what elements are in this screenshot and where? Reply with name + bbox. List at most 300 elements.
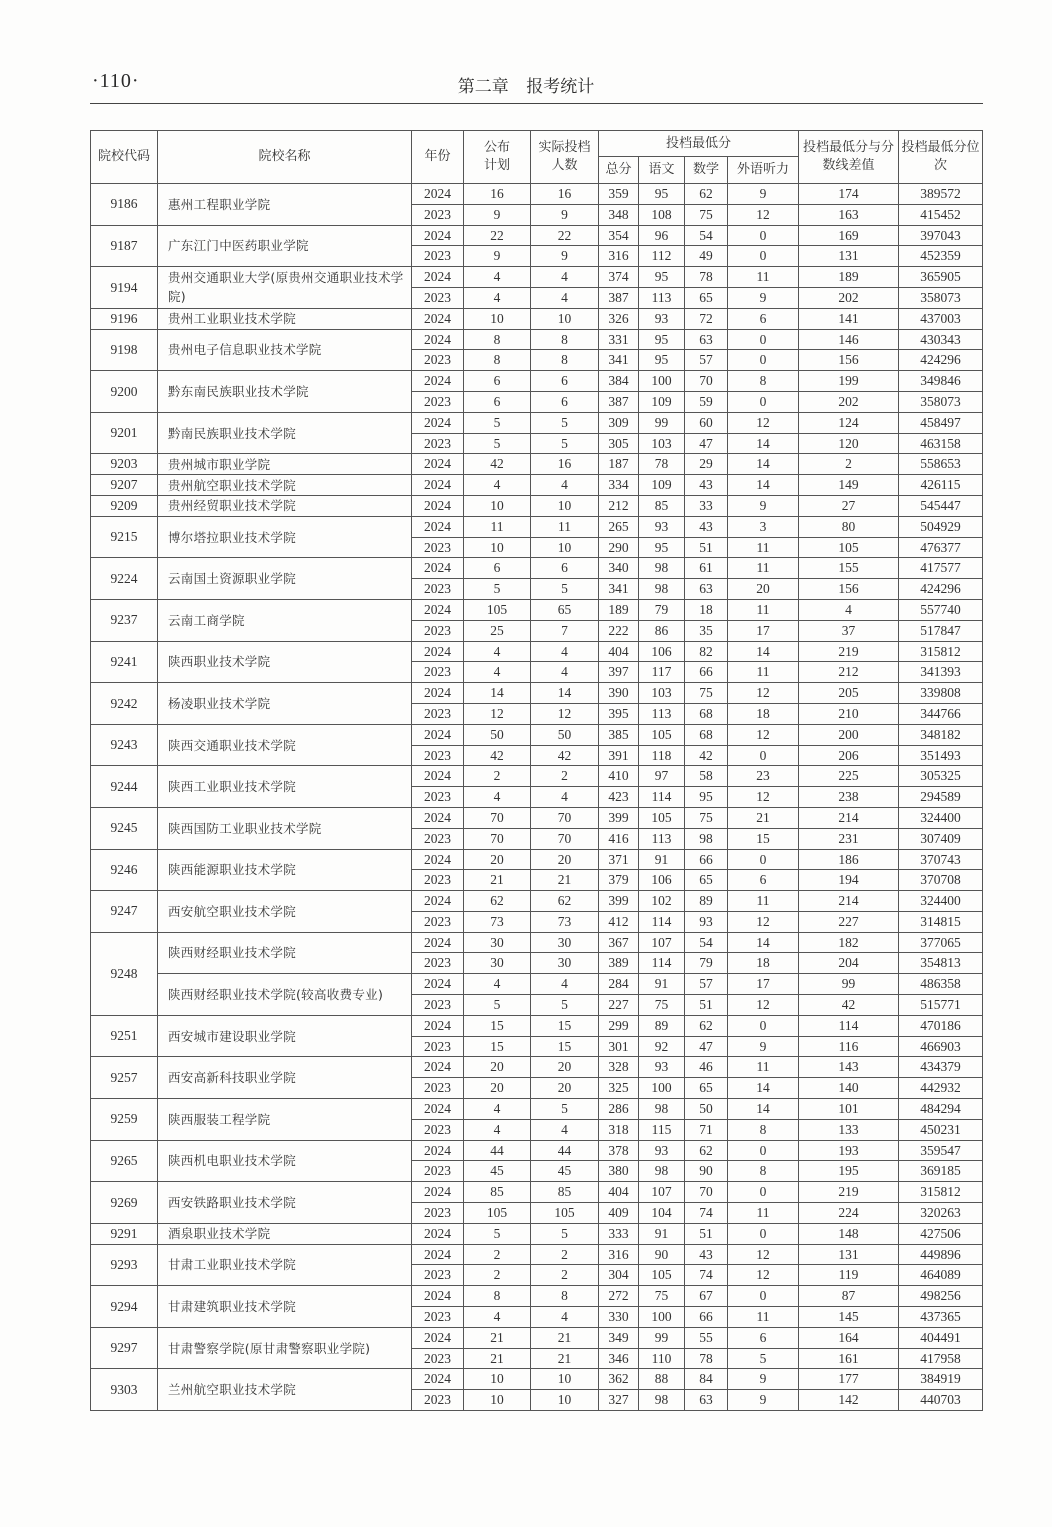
- cell-math: 51: [685, 995, 728, 1016]
- cell-plan: 4: [464, 1307, 531, 1328]
- cell-plan: 85: [464, 1182, 531, 1203]
- page-number: ·110·: [92, 70, 140, 92]
- cell-plan: 10: [464, 1390, 531, 1411]
- cell-rank: 517847: [899, 620, 983, 641]
- table-row: [91, 558, 983, 579]
- cell-chinese: 112: [639, 246, 685, 267]
- cell-actual: 5: [531, 412, 599, 433]
- cell-year: 2023: [412, 1036, 464, 1057]
- cell-total: 325: [599, 1078, 639, 1099]
- col-min-score-group: 投档最低分: [599, 131, 799, 157]
- cell-listening: 12: [728, 1265, 799, 1286]
- cell-rank: 339808: [899, 683, 983, 704]
- col-math: 数学: [685, 157, 728, 184]
- cell-listening: 12: [728, 724, 799, 745]
- cell-listening: 14: [728, 1099, 799, 1120]
- cell-total: 362: [599, 1369, 639, 1390]
- cell-chinese: 106: [639, 870, 685, 891]
- cell-plan: 4: [464, 475, 531, 496]
- cell-listening: 12: [728, 787, 799, 808]
- cell-plan: 105: [464, 599, 531, 620]
- cell-diff: 155: [799, 558, 899, 579]
- table-row: [91, 849, 983, 870]
- cell-year: 2023: [412, 1161, 464, 1182]
- school-name: 黔东南民族职业技术学院: [158, 371, 412, 413]
- cell-actual: 8: [531, 350, 599, 371]
- cell-diff: 206: [799, 745, 899, 766]
- cell-plan: 16: [464, 184, 531, 205]
- cell-rank: 476377: [899, 537, 983, 558]
- cell-year: 2023: [412, 828, 464, 849]
- cell-listening: 11: [728, 599, 799, 620]
- cell-year: 2024: [412, 308, 464, 329]
- cell-listening: 9: [728, 495, 799, 516]
- cell-actual: 4: [531, 1307, 599, 1328]
- cell-math: 42: [685, 745, 728, 766]
- school-code: 9246: [91, 849, 158, 891]
- school-code: 9244: [91, 766, 158, 808]
- table-row: [91, 891, 983, 912]
- table-row: [91, 1015, 983, 1036]
- table-row: [91, 932, 983, 953]
- cell-plan: 42: [464, 454, 531, 475]
- cell-diff: 212: [799, 662, 899, 683]
- cell-total: 412: [599, 911, 639, 932]
- cell-math: 68: [685, 724, 728, 745]
- cell-actual: 12: [531, 703, 599, 724]
- cell-chinese: 79: [639, 599, 685, 620]
- cell-actual: 42: [531, 745, 599, 766]
- table-row: [91, 1244, 983, 1265]
- cell-actual: 5: [531, 1223, 599, 1244]
- table-row: [91, 1057, 983, 1078]
- cell-chinese: 95: [639, 537, 685, 558]
- cell-chinese: 91: [639, 974, 685, 995]
- school-name: 陕西财经职业技术学院: [158, 932, 412, 974]
- cell-plan: 20: [464, 1057, 531, 1078]
- cell-rank: 344766: [899, 703, 983, 724]
- cell-actual: 21: [531, 1327, 599, 1348]
- cell-rank: 307409: [899, 828, 983, 849]
- cell-actual: 4: [531, 287, 599, 308]
- cell-math: 65: [685, 1078, 728, 1099]
- cell-chinese: 93: [639, 308, 685, 329]
- school-code: 9209: [91, 495, 158, 516]
- cell-math: 72: [685, 308, 728, 329]
- table-row: [91, 516, 983, 537]
- cell-year: 2024: [412, 267, 464, 288]
- cell-listening: 9: [728, 184, 799, 205]
- cell-listening: 0: [728, 745, 799, 766]
- cell-diff: 202: [799, 391, 899, 412]
- cell-diff: 131: [799, 246, 899, 267]
- cell-chinese: 109: [639, 391, 685, 412]
- cell-chinese: 75: [639, 1286, 685, 1307]
- school-code: 9207: [91, 475, 158, 496]
- cell-total: 389: [599, 953, 639, 974]
- table-row: [91, 599, 983, 620]
- cell-actual: 6: [531, 558, 599, 579]
- cell-year: 2023: [412, 703, 464, 724]
- cell-listening: 8: [728, 371, 799, 392]
- cell-year: 2023: [412, 246, 464, 267]
- cell-chinese: 86: [639, 620, 685, 641]
- cell-math: 35: [685, 620, 728, 641]
- cell-total: 359: [599, 184, 639, 205]
- school-name: 贵州交通职业大学(原贵州交通职业技术学院): [158, 267, 412, 309]
- cell-chinese: 107: [639, 1182, 685, 1203]
- cell-rank: 437003: [899, 308, 983, 329]
- cell-total: 367: [599, 932, 639, 953]
- cell-total: 404: [599, 641, 639, 662]
- cell-rank: 449896: [899, 1244, 983, 1265]
- school-name: 贵州城市职业学院: [158, 454, 412, 475]
- cell-actual: 2: [531, 1265, 599, 1286]
- cell-diff: 37: [799, 620, 899, 641]
- table-row: [91, 412, 983, 433]
- col-rank-label: 投档最低分位次: [901, 140, 980, 173]
- cell-total: 391: [599, 745, 639, 766]
- cell-chinese: 118: [639, 745, 685, 766]
- cell-math: 82: [685, 641, 728, 662]
- cell-plan: 9: [464, 204, 531, 225]
- cell-plan: 30: [464, 932, 531, 953]
- cell-total: 189: [599, 599, 639, 620]
- cell-listening: 5: [728, 1348, 799, 1369]
- school-name: 贵州经贸职业技术学院: [158, 495, 412, 516]
- cell-chinese: 78: [639, 454, 685, 475]
- cell-actual: 5: [531, 579, 599, 600]
- cell-math: 50: [685, 1099, 728, 1120]
- cell-chinese: 75: [639, 995, 685, 1016]
- cell-rank: 464089: [899, 1265, 983, 1286]
- cell-plan: 30: [464, 953, 531, 974]
- table-row: [91, 475, 983, 496]
- cell-actual: 5: [531, 1099, 599, 1120]
- cell-plan: 4: [464, 641, 531, 662]
- school-code: 9247: [91, 891, 158, 933]
- cell-actual: 16: [531, 454, 599, 475]
- cell-rank: 397043: [899, 225, 983, 246]
- cell-listening: 9: [728, 1390, 799, 1411]
- cell-year: 2023: [412, 1078, 464, 1099]
- school-code: 9294: [91, 1286, 158, 1328]
- cell-actual: 30: [531, 953, 599, 974]
- cell-year: 2024: [412, 1223, 464, 1244]
- cell-math: 63: [685, 329, 728, 350]
- school-name: 西安航空职业技术学院: [158, 891, 412, 933]
- table-row: [91, 267, 983, 288]
- cell-listening: 21: [728, 807, 799, 828]
- school-name: 惠州工程职业学院: [158, 184, 412, 226]
- cell-plan: 14: [464, 683, 531, 704]
- cell-total: 423: [599, 787, 639, 808]
- cell-plan: 8: [464, 1286, 531, 1307]
- cell-chinese: 99: [639, 412, 685, 433]
- cell-total: 305: [599, 433, 639, 454]
- cell-listening: 20: [728, 579, 799, 600]
- cell-rank: 515771: [899, 995, 983, 1016]
- col-year: 年份: [412, 131, 464, 184]
- cell-math: 78: [685, 1348, 728, 1369]
- cell-chinese: 95: [639, 350, 685, 371]
- cell-listening: 11: [728, 662, 799, 683]
- cell-rank: 351493: [899, 745, 983, 766]
- cell-chinese: 98: [639, 579, 685, 600]
- cell-diff: 99: [799, 974, 899, 995]
- cell-listening: 11: [728, 267, 799, 288]
- cell-diff: 219: [799, 1182, 899, 1203]
- school-code: 9303: [91, 1369, 158, 1411]
- school-code: 9257: [91, 1057, 158, 1099]
- school-name: 陕西财经职业技术学院(较高收费专业): [158, 974, 412, 1016]
- cell-math: 65: [685, 287, 728, 308]
- cell-actual: 2: [531, 1244, 599, 1265]
- cell-diff: 231: [799, 828, 899, 849]
- cell-chinese: 91: [639, 849, 685, 870]
- cell-rank: 389572: [899, 184, 983, 205]
- cell-total: 387: [599, 287, 639, 308]
- cell-listening: 0: [728, 391, 799, 412]
- cell-listening: 0: [728, 246, 799, 267]
- cell-total: 349: [599, 1327, 639, 1348]
- table-row: [91, 184, 983, 205]
- cell-listening: 11: [728, 1203, 799, 1224]
- cell-total: 340: [599, 558, 639, 579]
- table-row: [91, 766, 983, 787]
- school-name: 贵州航空职业技术学院: [158, 475, 412, 496]
- cell-year: 2024: [412, 225, 464, 246]
- cell-rank: 486358: [899, 974, 983, 995]
- cell-listening: 14: [728, 433, 799, 454]
- cell-actual: 70: [531, 807, 599, 828]
- cell-chinese: 95: [639, 184, 685, 205]
- cell-diff: 140: [799, 1078, 899, 1099]
- table-header: [91, 131, 983, 184]
- school-code: 9269: [91, 1182, 158, 1224]
- cell-actual: 6: [531, 371, 599, 392]
- cell-diff: 182: [799, 932, 899, 953]
- cell-plan: 10: [464, 537, 531, 558]
- cell-plan: 15: [464, 1036, 531, 1057]
- cell-math: 60: [685, 412, 728, 433]
- cell-plan: 22: [464, 225, 531, 246]
- cell-chinese: 108: [639, 204, 685, 225]
- school-name: 杨凌职业技术学院: [158, 683, 412, 725]
- cell-year: 2023: [412, 433, 464, 454]
- cell-chinese: 89: [639, 1015, 685, 1036]
- cell-diff: 145: [799, 1307, 899, 1328]
- cell-listening: 0: [728, 1140, 799, 1161]
- cell-listening: 0: [728, 849, 799, 870]
- cell-year: 2023: [412, 1307, 464, 1328]
- table-row: [91, 807, 983, 828]
- cell-listening: 12: [728, 204, 799, 225]
- cell-rank: 452359: [899, 246, 983, 267]
- cell-rank: 426115: [899, 475, 983, 496]
- school-name: 酒泉职业技术学院: [158, 1223, 412, 1244]
- table-row: [91, 1327, 983, 1348]
- cell-year: 2024: [412, 329, 464, 350]
- cell-actual: 85: [531, 1182, 599, 1203]
- cell-chinese: 107: [639, 932, 685, 953]
- table-row: [91, 1369, 983, 1390]
- cell-plan: 70: [464, 828, 531, 849]
- cell-rank: 348182: [899, 724, 983, 745]
- cell-actual: 10: [531, 308, 599, 329]
- cell-math: 47: [685, 433, 728, 454]
- cell-actual: 20: [531, 1078, 599, 1099]
- cell-plan: 10: [464, 495, 531, 516]
- cell-plan: 5: [464, 995, 531, 1016]
- cell-chinese: 98: [639, 1161, 685, 1182]
- cell-diff: 195: [799, 1161, 899, 1182]
- cell-plan: 70: [464, 807, 531, 828]
- cell-listening: 0: [728, 1015, 799, 1036]
- cell-year: 2023: [412, 787, 464, 808]
- cell-rank: 305325: [899, 766, 983, 787]
- cell-chinese: 95: [639, 329, 685, 350]
- cell-plan: 12: [464, 703, 531, 724]
- cell-listening: 12: [728, 911, 799, 932]
- cell-listening: 12: [728, 1244, 799, 1265]
- cell-rank: 370743: [899, 849, 983, 870]
- cell-total: 227: [599, 995, 639, 1016]
- cell-total: 380: [599, 1161, 639, 1182]
- cell-math: 29: [685, 454, 728, 475]
- cell-plan: 6: [464, 558, 531, 579]
- cell-rank: 315812: [899, 1182, 983, 1203]
- cell-math: 66: [685, 662, 728, 683]
- cell-actual: 9: [531, 246, 599, 267]
- cell-listening: 8: [728, 1161, 799, 1182]
- cell-chinese: 100: [639, 1307, 685, 1328]
- school-code: 9251: [91, 1015, 158, 1057]
- cell-plan: 21: [464, 870, 531, 891]
- cell-plan: 6: [464, 391, 531, 412]
- col-actual-label: 实际投档人数: [538, 140, 591, 173]
- cell-actual: 4: [531, 662, 599, 683]
- cell-total: 404: [599, 1182, 639, 1203]
- cell-rank: 377065: [899, 932, 983, 953]
- cell-chinese: 91: [639, 1223, 685, 1244]
- cell-year: 2024: [412, 495, 464, 516]
- school-name: 陕西职业技术学院: [158, 641, 412, 683]
- cell-math: 70: [685, 371, 728, 392]
- cell-diff: 156: [799, 350, 899, 371]
- cell-year: 2024: [412, 807, 464, 828]
- cell-plan: 5: [464, 1223, 531, 1244]
- cell-rank: 430343: [899, 329, 983, 350]
- cell-diff: 219: [799, 641, 899, 662]
- table-row: [91, 371, 983, 392]
- cell-year: 2023: [412, 1203, 464, 1224]
- table-row: [91, 1223, 983, 1244]
- table-row: [91, 724, 983, 745]
- cell-rank: 458497: [899, 412, 983, 433]
- cell-listening: 0: [728, 225, 799, 246]
- cell-total: 299: [599, 1015, 639, 1036]
- cell-year: 2024: [412, 724, 464, 745]
- cell-total: 390: [599, 683, 639, 704]
- cell-diff: 238: [799, 787, 899, 808]
- school-name: 甘肃工业职业技术学院: [158, 1244, 412, 1286]
- cell-plan: 44: [464, 1140, 531, 1161]
- cell-rank: 315812: [899, 641, 983, 662]
- cell-plan: 4: [464, 287, 531, 308]
- cell-diff: 116: [799, 1036, 899, 1057]
- school-code: 9224: [91, 558, 158, 600]
- cell-math: 33: [685, 495, 728, 516]
- cell-listening: 11: [728, 558, 799, 579]
- school-code: 9187: [91, 225, 158, 267]
- school-code: 9243: [91, 724, 158, 766]
- cell-math: 68: [685, 703, 728, 724]
- cell-math: 62: [685, 184, 728, 205]
- cell-diff: 101: [799, 1099, 899, 1120]
- cell-actual: 2: [531, 766, 599, 787]
- cell-math: 46: [685, 1057, 728, 1078]
- cell-math: 93: [685, 911, 728, 932]
- cell-diff: 80: [799, 516, 899, 537]
- cell-actual: 70: [531, 828, 599, 849]
- cell-actual: 22: [531, 225, 599, 246]
- cell-diff: 163: [799, 204, 899, 225]
- col-plan-label: 公布计划: [483, 140, 510, 173]
- cell-listening: 0: [728, 350, 799, 371]
- cell-year: 2024: [412, 558, 464, 579]
- cell-plan: 4: [464, 1119, 531, 1140]
- cell-year: 2024: [412, 1015, 464, 1036]
- cell-rank: 324400: [899, 807, 983, 828]
- cell-actual: 6: [531, 391, 599, 412]
- col-actual: [531, 131, 599, 184]
- cell-diff: 105: [799, 537, 899, 558]
- cell-actual: 4: [531, 267, 599, 288]
- cell-diff: 169: [799, 225, 899, 246]
- cell-actual: 8: [531, 329, 599, 350]
- cell-actual: 30: [531, 932, 599, 953]
- cell-diff: 227: [799, 911, 899, 932]
- cell-actual: 15: [531, 1036, 599, 1057]
- school-code: 9201: [91, 412, 158, 454]
- cell-math: 70: [685, 1182, 728, 1203]
- cell-actual: 4: [531, 1119, 599, 1140]
- cell-actual: 9: [531, 204, 599, 225]
- cell-actual: 45: [531, 1161, 599, 1182]
- cell-plan: 21: [464, 1327, 531, 1348]
- cell-math: 75: [685, 807, 728, 828]
- table-row: [91, 454, 983, 475]
- col-diff-label: 投档最低分与分数线差值: [803, 140, 895, 173]
- cell-total: 397: [599, 662, 639, 683]
- cell-year: 2024: [412, 1244, 464, 1265]
- cell-listening: 17: [728, 620, 799, 641]
- admission-score-table: [90, 130, 983, 1411]
- school-name: 贵州电子信息职业技术学院: [158, 329, 412, 371]
- cell-diff: 199: [799, 371, 899, 392]
- cell-diff: 189: [799, 267, 899, 288]
- cell-actual: 4: [531, 641, 599, 662]
- cell-diff: 193: [799, 1140, 899, 1161]
- cell-year: 2023: [412, 204, 464, 225]
- cell-year: 2024: [412, 849, 464, 870]
- cell-rank: 370708: [899, 870, 983, 891]
- school-name: 陕西服装工程学院: [158, 1099, 412, 1141]
- cell-diff: 42: [799, 995, 899, 1016]
- cell-math: 78: [685, 267, 728, 288]
- cell-diff: 133: [799, 1119, 899, 1140]
